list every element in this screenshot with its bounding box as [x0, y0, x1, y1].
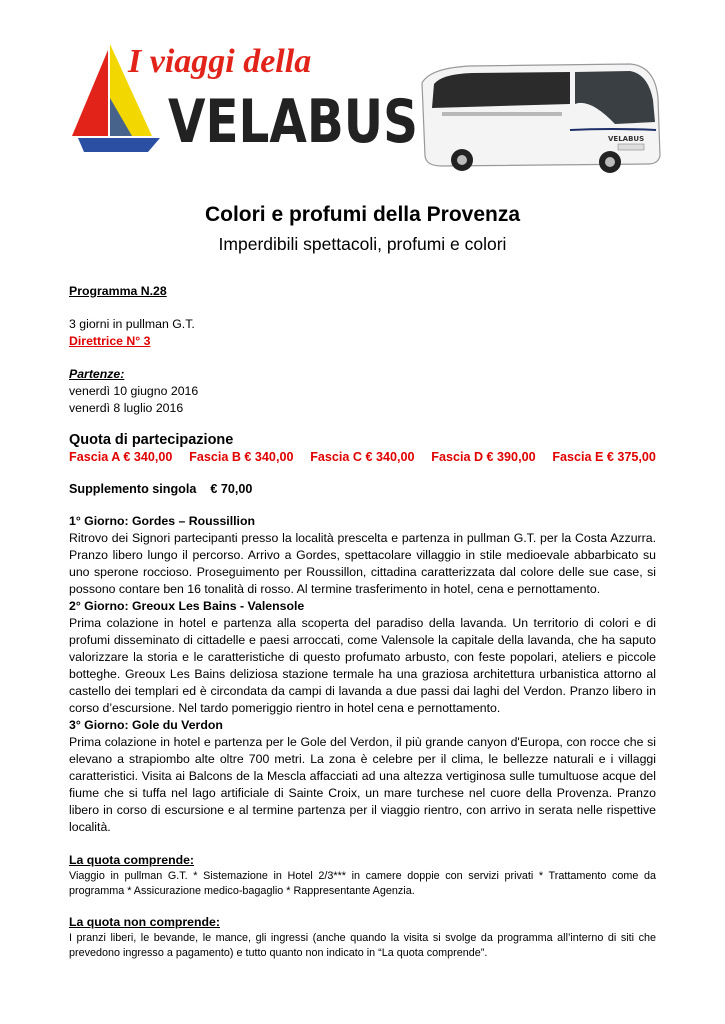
bus-image: [422, 64, 660, 173]
duration: 3 giorni in pullman G.T.: [69, 317, 195, 331]
day-heading: 1° Giorno: Gordes – Roussillion: [69, 514, 255, 528]
velabus-logo: [70, 38, 665, 173]
day-heading: 2° Giorno: Greoux Les Bains - Valensole: [69, 599, 305, 613]
logo-line2: VELABUS: [168, 87, 418, 157]
departures-label: Partenze:: [69, 367, 125, 381]
supplement-label: Supplemento singola: [69, 482, 197, 496]
page-subtitle: Imperdibili spettacoli, profumi e colori: [218, 234, 507, 254]
excludes-heading: La quota non comprende:: [69, 915, 220, 929]
bus-label: VELABUS: [608, 135, 645, 143]
directive-link[interactable]: Direttrice N° 3: [69, 334, 151, 348]
page-title: Colori e profumi della Provenza: [204, 203, 521, 226]
day-text: Ritrovo dei Signori partecipanti presso la località prescelta e partenza in pullman G.T. per la Costa Azzurra. Pranzo libero lungo il percorso. Arrivo a Gordes, spettacolare villaggio in stile medioevale abbarbicato su uno sperone roccioso. Proseguimento per Roussillon, cittadina caratterizzata dal colore delle sue case, si possono contare ben 16 tonalità di rosso. Al termine trasferimento in hotel, cena e pernottamento.: [69, 531, 656, 596]
single-supplement: [69, 481, 656, 498]
departure-date: venerdì 10 giugno 2016: [69, 384, 199, 398]
price-band: Fascia C € 340,00: [310, 450, 415, 464]
excludes-text: I pranzi liberi, le bevande, le mance, gli ingressi (anche quando la visita si svolge da programma all’interno di siti che prevedono ingresso a pagamento) e tutto quanto non indicato in “La quota comprende”.: [69, 932, 656, 959]
price-bands: [69, 449, 656, 466]
price-band: Fascia E € 375,00: [552, 450, 656, 464]
supplement-price: € 70,00: [210, 482, 253, 496]
day-text: Prima colazione in hotel e partenza per le Gole del Verdon, il più grande canyon d'Europa, con rocce che si elevano a strapiombo alte oltre 700 metri. La zona è celebre per il clima, le bellezze naturali e i villaggi caratteristici. Visita ai Balcons de la Mescla affacciati ad una altezza vertiginosa sulle tumultuose acque del fiume che si tuffa nel lago artificiale di Sainte Croix, un mare turchese nel cuore della Provenza. Pranzo libero in corso di escursione e al termine partenza per il viaggio rientro, con arrivo in serata nelle rispettive località.: [69, 735, 656, 834]
price-band: Fascia A € 340,00: [69, 450, 173, 464]
includes-heading: La quota comprende:: [69, 853, 195, 867]
day-text: Prima colazione in hotel e partenza alla scoperta del paradiso della lavanda. Un territorio di colori e di profumi disseminato di cittadelle e paesi arroccati, come Valensole la capitale della lavanda, che ha saputo valorizzare la storia e le caratteristiche di questo profumato arbusto, con feste popolari, ateliers e piccole botteghe. Greoux Les Bains deliziosa stazione termale ha una graziosa architettura urbanistica attorno al castello dei templari ed è circondata da campi di lavanda a due passi dai laghi del Verdon. Pranzo libero in corso d’escursione. Nel tardo pomeriggio rientro in hotel cena e pernottamento.: [69, 616, 656, 715]
departure-date: venerdì 8 luglio 2016: [69, 401, 184, 415]
day-heading: 3° Giorno: Gole du Verdon: [69, 718, 223, 732]
logo-line1: I viaggi della: [128, 43, 312, 80]
quota-heading: Quota di partecipazione: [69, 432, 234, 448]
program-number: Programma N.28: [69, 284, 167, 298]
price-band: Fascia B € 340,00: [189, 450, 294, 464]
price-band: Fascia D € 390,00: [431, 450, 536, 464]
includes-text: Viaggio in pullman G.T. * Sistemazione in Hotel 2/3*** in camere doppie con servizi privati * Trattamento come da programma * Assicurazione medico-bagaglio * Rappresentante Agenzia.: [69, 870, 656, 897]
program-content: [69, 283, 656, 961]
